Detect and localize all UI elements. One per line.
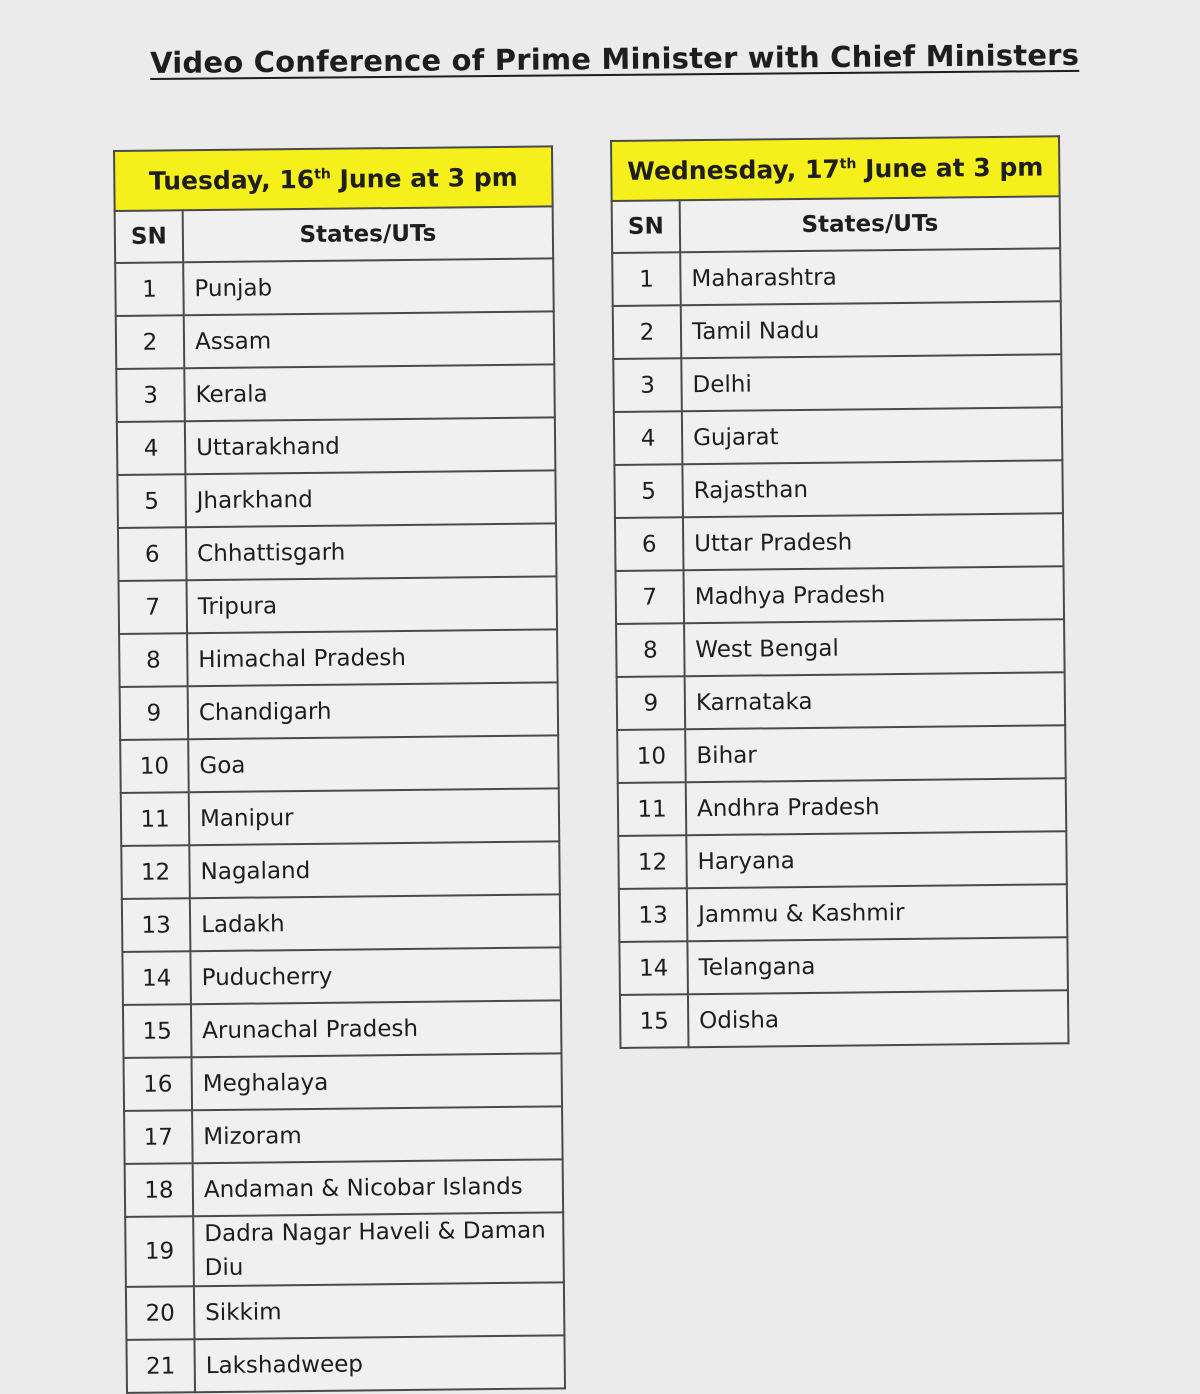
wednesday-state-cell: Bihar — [685, 725, 1066, 782]
tuesday-sn-cell: 7 — [119, 580, 188, 634]
wednesday-day-header — [611, 136, 1060, 201]
tuesday-sn-cell: 11 — [121, 792, 190, 846]
wednesday-sn-cell: 8 — [616, 623, 685, 677]
tuesday-sn-cell: 13 — [122, 898, 191, 952]
tuesday-state-cell: Andaman & Nicobar Islands — [193, 1159, 564, 1216]
tuesday-schedule-table — [113, 145, 566, 1394]
wednesday-state-cell: Uttar Pradesh — [683, 513, 1064, 570]
wednesday-state-cell: Rajasthan — [682, 460, 1063, 517]
wednesday-header-row — [611, 136, 1060, 201]
tuesday-state-cell: Puducherry — [190, 947, 561, 1004]
wednesday-state-cell: Delhi — [681, 354, 1062, 411]
wednesday-state-cell: Odisha — [688, 990, 1069, 1047]
wednesday-state-cell: West Bengal — [684, 619, 1065, 676]
tuesday-table-row — [118, 523, 557, 581]
wednesday-table-row — [617, 725, 1066, 783]
wednesday-sn-cell: 3 — [613, 358, 682, 412]
wednesday-table-row — [618, 778, 1067, 836]
tuesday-table-row — [120, 682, 559, 740]
tuesday-state-cell: Arunachal Pradesh — [191, 1000, 562, 1057]
wednesday-day-suffix: th — [839, 155, 857, 172]
wednesday-sn-cell: 9 — [617, 676, 686, 730]
tuesday-table-row — [117, 470, 556, 528]
tuesday-table-row — [119, 629, 558, 687]
wednesday-state-cell: Haryana — [686, 831, 1067, 888]
tuesday-table-row — [116, 311, 555, 369]
tuesday-sn-cell: 2 — [116, 315, 185, 369]
wednesday-table-row — [613, 354, 1062, 412]
wednesday-state-cell: Madhya Pradesh — [684, 566, 1065, 623]
wednesday-state-cell: Maharashtra — [680, 248, 1061, 305]
wednesday-sn-cell: 4 — [614, 411, 683, 465]
wednesday-state-cell: Gujarat — [682, 407, 1063, 464]
wednesday-table-row — [620, 990, 1069, 1048]
tuesday-sn-cell: 18 — [125, 1163, 194, 1217]
wednesday-table-row — [616, 566, 1065, 624]
tuesday-table-row — [125, 1212, 564, 1287]
tuesday-table-row — [123, 1000, 562, 1058]
tuesday-table-row — [124, 1106, 563, 1164]
tuesday-state-cell: Punjab — [183, 258, 554, 315]
tuesday-table-row — [116, 364, 555, 422]
tuesday-table-row — [125, 1159, 564, 1217]
wednesday-sn-cell: 13 — [619, 888, 688, 942]
wednesday-table-row — [612, 248, 1061, 306]
tuesday-sn-cell: 14 — [122, 951, 191, 1005]
tuesday-day-label: Tuesday, 16 — [148, 164, 315, 196]
wednesday-sn-cell: 11 — [618, 782, 687, 836]
tuesday-table-body — [114, 146, 565, 1393]
tuesday-sn-cell: 5 — [117, 474, 186, 528]
tuesday-sn-cell: 16 — [124, 1057, 193, 1111]
tuesday-sn-cell: 19 — [125, 1216, 194, 1287]
wednesday-table-row — [619, 884, 1068, 942]
tuesday-state-cell: Goa — [188, 735, 559, 792]
wednesday-sn-cell: 15 — [620, 994, 689, 1048]
wednesday-table-row — [618, 831, 1067, 889]
tuesday-table-row — [117, 417, 556, 475]
wednesday-table-row — [613, 301, 1062, 359]
wednesday-sn-header: SN — [612, 200, 681, 253]
wednesday-state-cell: Andhra Pradesh — [686, 778, 1067, 835]
tuesday-state-cell: Nagaland — [189, 841, 560, 898]
wednesday-sn-cell: 6 — [615, 517, 684, 571]
tuesday-day-header — [114, 146, 553, 211]
tuesday-state-cell: Chhattisgarh — [186, 523, 557, 580]
tuesday-sn-cell: 21 — [126, 1339, 195, 1393]
tuesday-state-cell: Manipur — [189, 788, 560, 845]
wednesday-table-row — [615, 513, 1064, 571]
tuesday-sn-header: SN — [115, 210, 184, 263]
wednesday-state-cell: Tamil Nadu — [681, 301, 1062, 358]
wednesday-sn-cell: 2 — [613, 305, 682, 359]
tuesday-state-cell: Uttarakhand — [185, 417, 556, 474]
tuesday-state-cell: Jharkhand — [185, 470, 556, 527]
tuesday-table-row — [122, 947, 561, 1005]
wednesday-day-label: Wednesday, 17 — [627, 154, 840, 186]
wednesday-sn-cell: 5 — [614, 464, 683, 518]
tuesday-state-cell: Sikkim — [194, 1282, 565, 1339]
wednesday-day-rest: June at 3 pm — [856, 151, 1044, 183]
tuesday-table-row — [121, 841, 560, 899]
tuesday-state-cell: Chandigarh — [188, 682, 559, 739]
tuesday-state-cell: Lakshadweep — [194, 1335, 565, 1392]
wednesday-table-row — [616, 619, 1065, 677]
tuesday-sn-cell: 10 — [120, 739, 189, 793]
wednesday-table-body — [611, 136, 1068, 1048]
tuesday-state-cell: Ladakh — [190, 894, 561, 951]
wednesday-sn-cell: 10 — [617, 729, 686, 783]
tuesday-sn-cell: 15 — [123, 1004, 192, 1058]
tuesday-state-cell: Kerala — [184, 364, 555, 421]
tuesday-day-rest: June at 3 pm — [330, 162, 518, 194]
tuesday-sn-cell: 17 — [124, 1110, 193, 1164]
tuesday-table-row — [126, 1335, 565, 1393]
wednesday-schedule-table — [610, 135, 1069, 1049]
tuesday-sn-cell: 1 — [115, 262, 184, 316]
wednesday-state-cell: Telangana — [687, 937, 1068, 994]
tuesday-state-cell: Mizoram — [192, 1106, 563, 1163]
tuesday-state-cell: Tripura — [187, 576, 558, 633]
wednesday-sn-cell: 7 — [616, 570, 685, 624]
wednesday-states-header: States/UTs — [680, 196, 1061, 252]
tuesday-sn-cell: 4 — [117, 421, 186, 475]
tuesday-state-cell: Dadra Nagar Haveli & Daman Diu — [193, 1212, 564, 1286]
tuesday-sn-cell: 9 — [120, 686, 189, 740]
wednesday-table-row — [619, 937, 1068, 995]
wednesday-sn-cell: 14 — [619, 941, 688, 995]
wednesday-table-row — [614, 460, 1063, 518]
tuesday-table-row — [115, 258, 554, 316]
wednesday-table-row — [614, 407, 1063, 465]
wednesday-state-cell: Karnataka — [685, 672, 1066, 729]
tuesday-column-header-row — [115, 206, 554, 263]
tuesday-day-suffix: th — [314, 165, 331, 183]
wednesday-state-cell: Jammu & Kashmir — [687, 884, 1068, 941]
wednesday-sn-cell: 12 — [618, 835, 687, 889]
wednesday-column-header-row — [612, 196, 1061, 253]
tuesday-table-row — [120, 735, 559, 793]
wednesday-sn-cell: 1 — [612, 252, 681, 306]
tuesday-sn-cell: 6 — [118, 527, 187, 581]
tuesday-table-row — [124, 1053, 563, 1111]
tuesday-sn-cell: 3 — [116, 368, 185, 422]
tuesday-sn-cell: 8 — [119, 633, 188, 687]
tuesday-sn-cell: 12 — [121, 845, 190, 899]
page-title: Video Conference of Prime Minister with Chief Ministers — [150, 37, 1080, 80]
wednesday-table-row — [617, 672, 1066, 730]
tuesday-state-cell: Meghalaya — [192, 1053, 563, 1110]
tuesday-table-row — [121, 788, 560, 846]
tuesday-table-row — [126, 1282, 565, 1340]
tuesday-state-cell: Assam — [184, 311, 555, 368]
tuesday-state-cell: Himachal Pradesh — [187, 629, 558, 686]
tuesday-table-row — [119, 576, 558, 634]
tuesday-sn-cell: 20 — [126, 1286, 195, 1340]
tuesday-table-row — [122, 894, 561, 952]
tuesday-states-header: States/UTs — [183, 206, 554, 262]
tuesday-header-row — [114, 146, 553, 211]
